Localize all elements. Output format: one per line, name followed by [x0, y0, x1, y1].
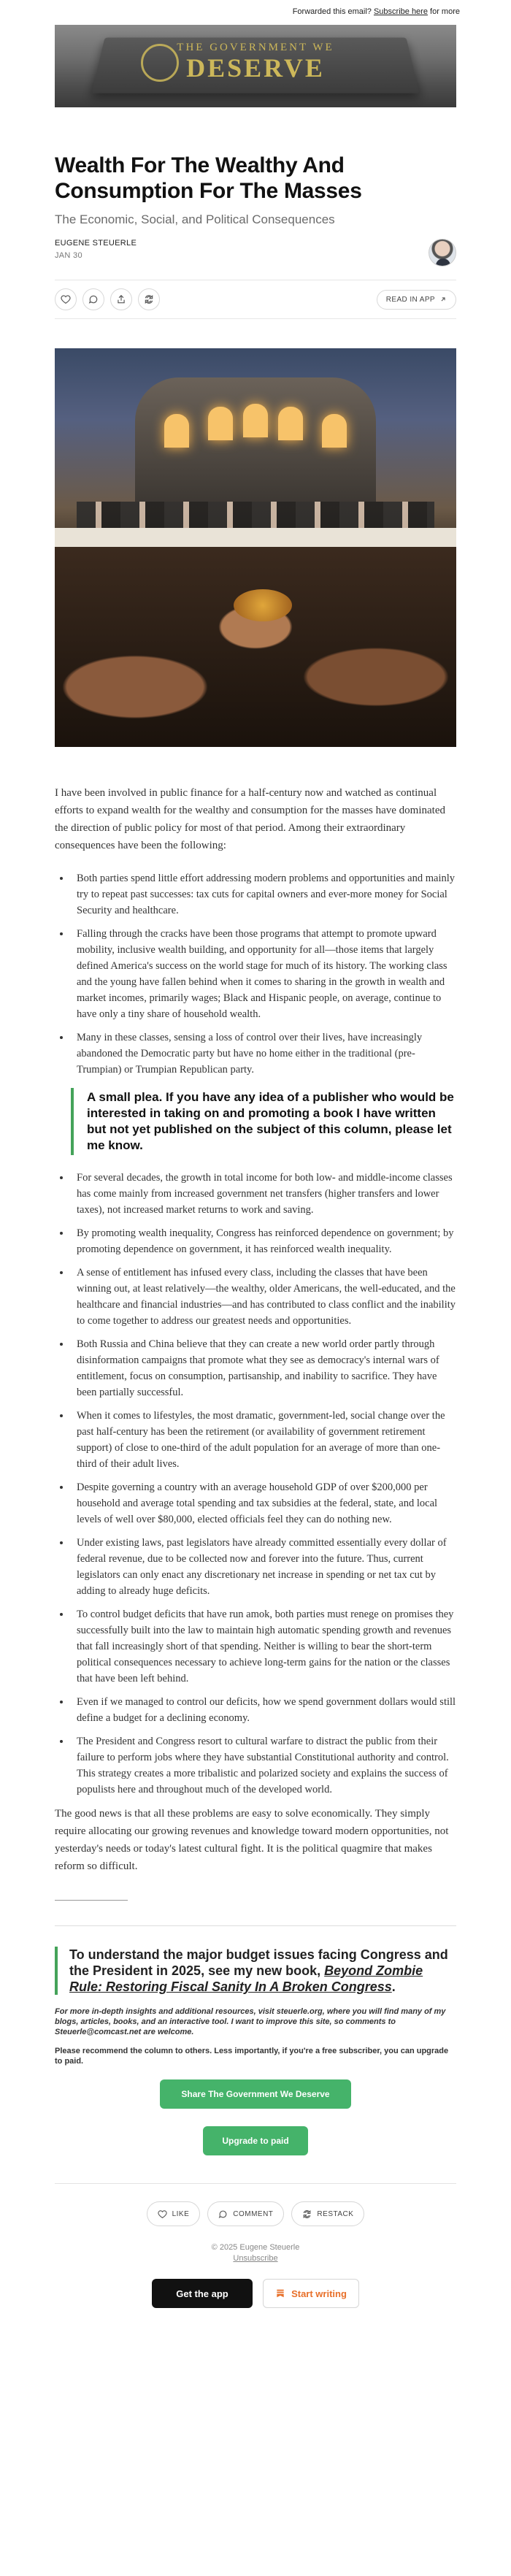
forward-notice: [0, 0, 511, 25]
list-item: • Under existing laws, past legislators have already committed essentially every dollar of federal revenue, due to be collected now and forever into the future. Thus, current legislators can only enact any discretionary net increase in spending or net tax cut by adding to already huge deficits.: [71, 1535, 456, 1599]
footer-restack-button[interactable]: [291, 2201, 364, 2226]
notice-text: Forwarded this email?: [292, 7, 372, 16]
heart-icon: [158, 2209, 167, 2219]
restack-icon: [144, 294, 154, 304]
list-item: • For several decades, the growth in total income for both low- and middle-income classes has come mainly from increased government net transfers (higher transfers and lower taxes), not increased market returns to work and saving.: [71, 1170, 456, 1218]
divider-footer: [55, 2183, 456, 2184]
copyright: © 2025 Eugene Steuerle: [211, 2243, 300, 2252]
heart-icon: [61, 294, 71, 304]
promo-end: .: [391, 1979, 396, 1994]
closing-paragraph: The good news is that all these problems are easy to solve economically. They simply require allocating our growing revenues and knowledge toward modern opportunities, not yesterday's needs or today's latest cultural fight. It is the political quagmire that makes reform so difficult.: [55, 1808, 449, 1872]
restack-icon: [302, 2209, 312, 2219]
points-list-a: [55, 870, 456, 1078]
window-light: [243, 404, 268, 437]
post-content: [55, 153, 456, 2308]
points-list-b: [55, 1170, 456, 1798]
comment-icon: [88, 294, 99, 304]
window-light: [164, 414, 189, 448]
share-icon: [116, 294, 126, 304]
resources-note: [55, 2006, 456, 2037]
comment-button[interactable]: [82, 288, 104, 310]
app-buttons: [55, 2279, 456, 2308]
promo-lead: To understand the major budget issues facing Congress and the President in 2025, see my new book,: [69, 1947, 448, 1978]
list-item: • Even if we managed to control our deficits, how we spend government dollars would still define a budget for a declining economy.: [71, 1694, 456, 1726]
avatar[interactable]: [429, 239, 456, 267]
banner-line-1: THE GOVERNMENT WE: [177, 42, 334, 53]
list-item: • Both parties spend little effort addressing modern problems and opportunities and mainly try to repeat past successes: tax cuts for capital owners and ever-more money for Social Security and healthcare.: [71, 870, 456, 919]
substack-icon: [275, 2288, 285, 2299]
share-button[interactable]: [110, 288, 132, 310]
post-subtitle: The Economic, Social, and Political Consequences: [55, 212, 335, 226]
unsubscribe-link[interactable]: Unsubscribe: [233, 2254, 278, 2263]
diners-row: [77, 502, 434, 531]
window-light: [208, 407, 233, 440]
banquet-table: [55, 528, 456, 547]
restack-button[interactable]: [138, 288, 160, 310]
intro-paragraph: [55, 784, 456, 854]
resources-text: For more in-depth insights and additional resources, visit steuerle.org, where you will find many of my blogs, articles, books, and an interactive tool. I want to improve this site, so comments to Steuerle@comcast.net are welcome.: [55, 2007, 446, 2036]
like-button[interactable]: [55, 288, 77, 310]
window-light: [278, 407, 303, 440]
book-title-link[interactable]: Beyond Zombie Rule: Restoring Fiscal Sanity In A Broken Congress: [69, 1963, 423, 1994]
list-item: • The President and Congress resort to cultural warfare to distract the public from their failure to perform jobs where they have substantial Constitutional authority and control. This strategy creates a more tribalistic and polarized society and explains the success of populists here and throughout much of the developed world.: [71, 1733, 456, 1798]
start-writing-label: Start writing: [291, 2288, 347, 2299]
divider-short: [55, 1900, 128, 1901]
banner-line-2: DESERVE: [186, 53, 325, 83]
comment-label: COMMENT: [233, 2209, 274, 2218]
window-light: [322, 414, 347, 448]
comment-icon: [218, 2209, 228, 2219]
external-arrow-icon: [439, 296, 447, 303]
banner-logo: [55, 42, 456, 81]
author-name[interactable]: EUGENE STEUERLE: [55, 239, 137, 248]
list-item: • To control budget deficits that have run amok, both parties must renege on promises they successfully built into the law to maintain high automatic spending growth and revenues that fall increasingly short of that spending. Neither is willing to bear the short-term political consequences necessary to achieve long-term gains for the nation or the classes that have been left behind.: [71, 1606, 456, 1687]
food-platter: [234, 589, 292, 621]
get-app-button[interactable]: Get the app: [152, 2279, 253, 2308]
banquet-illustration[interactable]: [55, 348, 456, 747]
footer-actions: [55, 2201, 456, 2226]
reaching-crowd: [55, 547, 456, 747]
list-item: • A sense of entitlement has infused every class, including the classes that have been winning out, at least relatively—the wealthy, older Americans, the well-educated, and the healthcare and financial industries—and has contributed to class conflict and the inability to come together to address our greatest needs and opportunities.: [71, 1265, 456, 1329]
list-item: • Falling through the cracks have been those programs that attempt to promote upward mobility, inclusive wealth building, and opportunity for all—those items that largely defined America's success on the world stage for much of its history. The working class and the young have fallen behind when it comes to sharing in the growth in wealth and market incomes, primarily wages; Black and Hispanic people, on average, continue to have only a tiny share of household wealth.: [71, 926, 456, 1022]
list-item: • Despite governing a country with an average household GDP of over $200,000 per household and average total spending and tax subsidies at the federal, state, and local levels of well over $80,000, elected officials feel they can do nothing new.: [71, 1479, 456, 1527]
byline: [55, 239, 456, 267]
read-in-app-button[interactable]: [377, 290, 456, 310]
divider-long: [55, 1925, 456, 1926]
like-label: LIKE: [172, 2209, 190, 2218]
upgrade-button[interactable]: Upgrade to paid: [203, 2126, 308, 2155]
post-title[interactable]: Wealth For The Wealthy And Consumption For The Masses: [55, 153, 362, 203]
list-item: • When it comes to lifestyles, the most dramatic, government-led, social change over the past half-century has been the retirement (or availability of government retirement support) of close to one-third of the adult population for an average of more than one-third of their adult lives.: [71, 1408, 456, 1472]
footer-comment-button[interactable]: [207, 2201, 284, 2226]
recommend-note: Please recommend the column to others. Less importantly, if you're a free subscriber, you can upgrade to paid.: [55, 2047, 449, 2066]
header-banner-image[interactable]: [55, 25, 456, 107]
restack-label: RESTACK: [317, 2209, 354, 2218]
footer-info: [55, 2242, 456, 2264]
list-item: • Both Russia and China believe that they can create a new world order partly through disinformation campaigns that promote what they see as democracy's internal wars of entitlement, focus on consumption, partisanship, and inability to sacrifice. They have been partially successful.: [71, 1336, 456, 1400]
list-item: • Many in these classes, sensing a loss of control over their lives, have increasingly abandoned the Democratic party but have no home either in the traditional (pre-Trumpian) or Trumpian Republican party.: [71, 1030, 456, 1078]
book-promo: [55, 1947, 456, 1995]
post-date: JAN 30: [55, 251, 82, 260]
notice-suffix: for more: [430, 7, 460, 16]
start-writing-button[interactable]: [263, 2279, 359, 2308]
post-actions-bar: [55, 280, 456, 319]
footer-like-button[interactable]: [147, 2201, 201, 2226]
plea-callout: A small plea. If you have any idea of a publisher who would be interested in taking on and promoting a book I have written but not yet published on the subject of this column, please let me know.: [71, 1088, 456, 1155]
list-item: • By promoting wealth inequality, Congress has reinforced dependence on government; by promoting dependence on government, it has reinforced wealth inequality.: [71, 1225, 456, 1257]
share-publication-button[interactable]: Share The Government We Deserve: [160, 2079, 351, 2109]
intro-text: I have been involved in public finance for a half-century now and watched as continual efforts to expand wealth for the wealthy and consumption for the masses have dominated the direction of public policy for most of that period. Among their extraordinary consequences have been the following:: [55, 787, 445, 851]
subscribe-link[interactable]: Subscribe here: [373, 7, 428, 16]
read-in-app-label: READ IN APP: [385, 295, 435, 304]
